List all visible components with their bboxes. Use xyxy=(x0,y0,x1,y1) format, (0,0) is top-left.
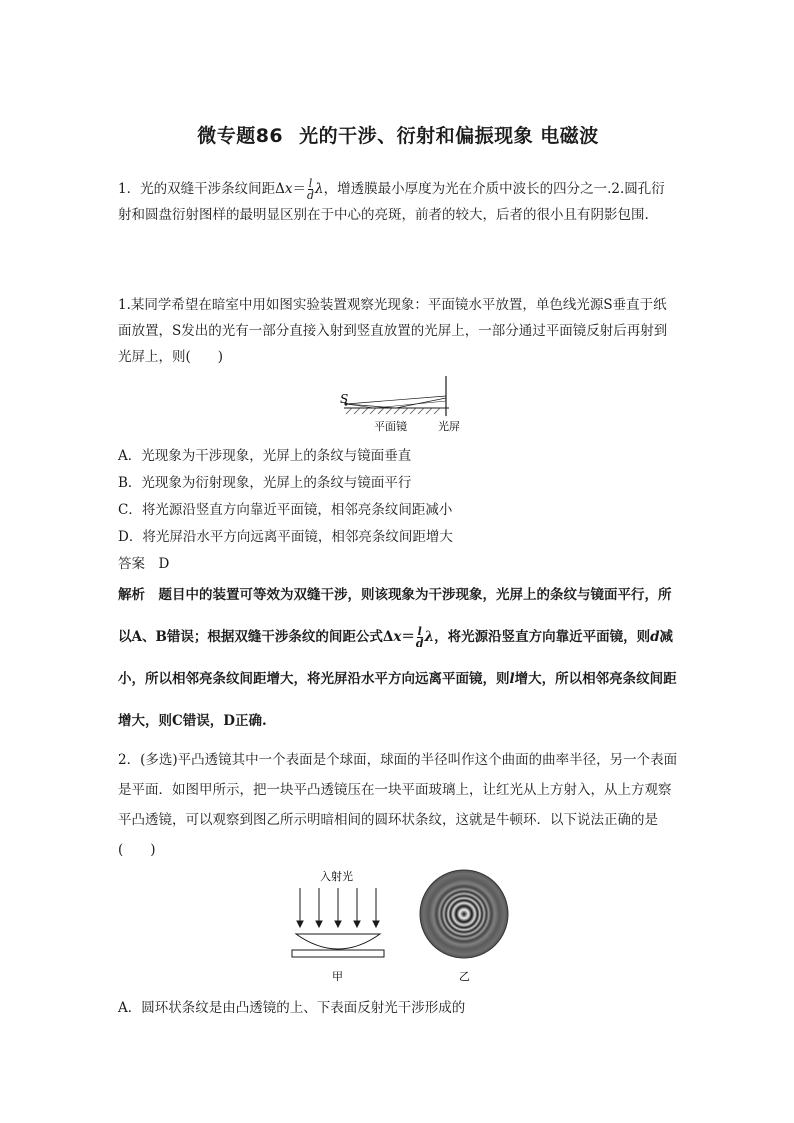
title-text: 光的干涉、衍射和偏振现象 电磁波 xyxy=(299,125,599,147)
page-title xyxy=(118,121,678,148)
fraction-l-over-d: $\frac{l}{d}$ xyxy=(306,177,315,202)
label-s: S xyxy=(340,392,349,406)
q1-answer: 答案 D xyxy=(118,556,170,572)
q1-option-b: B．光现象为衍射现象，光屏上的条纹与镜面平行 xyxy=(118,475,412,491)
q1-option-c: C．将光源沿竖直方向靠近平面镜，相邻亮条纹间距减小 xyxy=(118,502,453,518)
newton-ring-setup-figure xyxy=(288,866,398,988)
mirror-setup-figure xyxy=(334,368,494,438)
label-mirror: 平面镜 xyxy=(374,420,407,433)
fraction-l-over-d-analysis: $\frac{l}{d}$ xyxy=(415,625,424,650)
label-screen: 光屏 xyxy=(438,420,460,433)
q1-analysis: 解析 题目中的装置可等效为双缝干涉，则该现象为干涉现象，光屏上的条纹与镜面平行，所以A、B错误；根据双缝干涉条纹的间距公式Δx＝ $\frac{l}{d}$ λ，将光源沿竖直方向靠近平面镜，则d减小，所以相邻亮条纹间距增大，将光屏沿水平方向远离平面镜，则l增大，所以相邻亮条纹间距增大，则C错误，D正确. xyxy=(118,587,677,729)
summary-paragraph: 1．光的双缝干涉条纹间距Δx＝ $\frac{l}{d}$ λ，增透膜最小厚度为光在介质中波长的四分之一.2.圆孔衍射和圆盘衍射图样的最明显区别在于中心的亮斑，前者的较大，后者的很小且有阴影包围. xyxy=(118,177,665,223)
label-yi: 乙 xyxy=(459,970,470,983)
q2-option-a: A．圆环状条纹是由凸透镜的上、下表面反射光干涉形成的 xyxy=(118,1000,466,1016)
question-1-stem: 1.某同学希望在暗室中用如图实验装置观察光现象：平面镜水平放置，单色线光源S垂直于纸面放置，S发出的光有一部分直接入射到竖直放置的光屏上，一部分通过平面镜反射后再射到光屏上，则( ) xyxy=(118,297,668,365)
newton-rings-figure xyxy=(414,866,514,988)
question-2-stem: 2．(多选)平凸透镜其中一个表面是个球面，球面的半径叫作这个曲面的曲率半径，另一个表面是平面．如图甲所示，把一块平凸透镜压在一块平面玻璃上，让红光从上方射入，从上方观察平凸透镜，可以观察到图乙所示明暗相间的圆环状条纹，这就是牛顿环．以下说法正确的是( ) xyxy=(118,752,678,858)
q1-option-a: A．光现象为干涉现象，光屏上的条纹与镜面垂直 xyxy=(118,448,412,464)
title-number: 微专题86 xyxy=(197,125,284,147)
q1-option-d: D．将光屏沿水平方向远离平面镜，相邻亮条纹间距增大 xyxy=(118,529,453,545)
label-jia: 甲 xyxy=(332,970,343,983)
label-incident-light: 入射光 xyxy=(320,870,353,883)
